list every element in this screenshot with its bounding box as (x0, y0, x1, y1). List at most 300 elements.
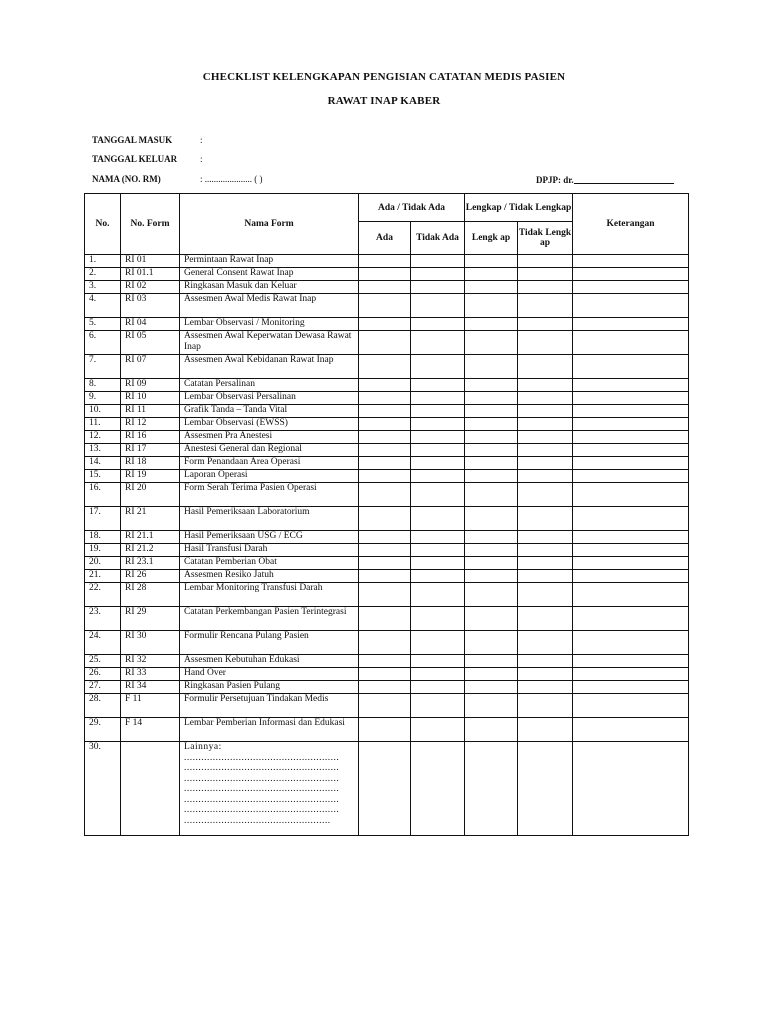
keterangan-cell[interactable] (573, 331, 689, 355)
check-tidak-lengkap-cell[interactable] (518, 294, 573, 318)
row-number: 1. (85, 255, 121, 268)
check-lengkap-cell[interactable] (465, 318, 518, 331)
row-code: RI 01 (121, 255, 180, 268)
table-row (85, 655, 689, 668)
check-tidak-lengkap-cell[interactable] (518, 405, 573, 418)
row-number: 17. (85, 507, 121, 531)
check-tidak-lengkap-cell[interactable] (518, 557, 573, 570)
check-tidak-lengkap-cell[interactable] (518, 583, 573, 607)
table-row (85, 681, 689, 694)
row-number: 13. (85, 444, 121, 457)
check-tidak-ada-cell[interactable] (411, 544, 465, 557)
check-ada-cell[interactable] (359, 318, 411, 331)
row-form-name: Lembar Observasi (EWSS) (180, 418, 359, 431)
row-form-name: Lembar Observasi / Monitoring (180, 318, 359, 331)
row-lainnya-cell (180, 742, 359, 836)
row-form-name: Anestesi General dan Regional (180, 444, 359, 457)
row-form-name: Catatan Persalinan (180, 379, 359, 392)
check-ada-cell[interactable] (359, 418, 411, 431)
tanggal-masuk-label: TANGGAL MASUK (92, 135, 173, 145)
check-ada-cell[interactable] (359, 483, 411, 507)
keterangan-cell[interactable] (573, 444, 689, 457)
row-form-name: Assesmen Awal Keperwatan Dewasa Rawat Inap (180, 331, 359, 355)
keterangan-cell[interactable] (573, 668, 689, 681)
row-code: RI 21.2 (121, 544, 180, 557)
header-keterangan: Keterangan (573, 194, 689, 255)
keterangan-cell[interactable] (573, 431, 689, 444)
header-no: No. (85, 194, 121, 255)
check-tidak-lengkap-cell[interactable] (518, 718, 573, 742)
table-row (85, 457, 689, 470)
row-code: RI 03 (121, 294, 180, 318)
check-ada-cell[interactable] (359, 331, 411, 355)
row-number: 30. (85, 742, 121, 836)
check-lengkap-cell[interactable] (465, 531, 518, 544)
check-lengkap-cell[interactable] (465, 431, 518, 444)
check-tidak-ada-cell[interactable] (411, 294, 465, 318)
keterangan-cell[interactable] (573, 570, 689, 583)
check-tidak-lengkap-cell[interactable] (518, 379, 573, 392)
table-row (85, 470, 689, 483)
row-number: 5. (85, 318, 121, 331)
check-lengkap-cell[interactable] (465, 444, 518, 457)
check-lengkap-cell[interactable] (465, 583, 518, 607)
row-form-name: Grafik Tanda – Tanda Vital (180, 405, 359, 418)
row-form-name: Assesmen Kebutuhan Edukasi (180, 655, 359, 668)
keterangan-cell[interactable] (573, 742, 689, 836)
check-tidak-ada-cell[interactable] (411, 655, 465, 668)
row-form-name: Lembar Pemberian Informasi dan Edukasi (180, 718, 359, 742)
row-form-name: Ringkasan Pasien Pulang (180, 681, 359, 694)
check-ada-cell[interactable] (359, 557, 411, 570)
check-tidak-lengkap-cell[interactable] (518, 531, 573, 544)
row-code: RI 19 (121, 470, 180, 483)
row-code: RI 10 (121, 392, 180, 405)
keterangan-cell[interactable] (573, 318, 689, 331)
check-lengkap-cell[interactable] (465, 570, 518, 583)
keterangan-cell[interactable] (573, 718, 689, 742)
keterangan-cell[interactable] (573, 544, 689, 557)
row-form-name: Assesmen Awal Kebidanan Rawat Inap (180, 355, 359, 379)
row-number: 8. (85, 379, 121, 392)
table-row (85, 544, 689, 557)
check-tidak-ada-cell[interactable] (411, 431, 465, 444)
check-tidak-lengkap-cell[interactable] (518, 457, 573, 470)
check-ada-cell[interactable] (359, 570, 411, 583)
check-tidak-lengkap-cell[interactable] (518, 507, 573, 531)
table-row (85, 379, 689, 392)
check-tidak-ada-cell[interactable] (411, 331, 465, 355)
table-row (85, 507, 689, 531)
table-row (85, 718, 689, 742)
keterangan-cell[interactable] (573, 681, 689, 694)
check-tidak-lengkap-cell[interactable] (518, 655, 573, 668)
row-number: 15. (85, 470, 121, 483)
check-tidak-ada-cell[interactable] (411, 268, 465, 281)
keterangan-cell[interactable] (573, 470, 689, 483)
dpjp-field (536, 174, 674, 185)
check-tidak-lengkap-cell[interactable] (518, 318, 573, 331)
check-tidak-ada-cell[interactable] (411, 355, 465, 379)
check-ada-cell[interactable] (359, 507, 411, 531)
table-row (85, 392, 689, 405)
check-tidak-ada-cell[interactable] (411, 507, 465, 531)
table-row (85, 431, 689, 444)
row-code: RI 23.1 (121, 557, 180, 570)
table-row (85, 318, 689, 331)
table-row (85, 255, 689, 268)
lainnya-dotline: ...................................................... (184, 794, 340, 805)
checklist-table (84, 193, 689, 836)
check-tidak-ada-cell[interactable] (411, 570, 465, 583)
document-subtitle: RAWAT INAP KABER (327, 95, 441, 107)
check-tidak-lengkap-cell[interactable] (518, 483, 573, 507)
row-form-name: Laporan Operasi (180, 470, 359, 483)
check-tidak-lengkap-cell[interactable] (518, 742, 573, 836)
nama-label: NAMA (NO. RM) (92, 174, 161, 184)
check-lengkap-cell[interactable] (465, 405, 518, 418)
row-number: 29. (85, 718, 121, 742)
keterangan-cell[interactable] (573, 583, 689, 607)
header-tidak-lengkap: Tidak Lengk ap (518, 222, 573, 255)
table-row (85, 570, 689, 583)
row-number: 19. (85, 544, 121, 557)
lainnya-dotline: ...................................................... (184, 763, 340, 773)
row-code: RI 16 (121, 431, 180, 444)
keterangan-cell[interactable] (573, 294, 689, 318)
check-tidak-ada-cell[interactable] (411, 742, 465, 836)
table-row (85, 418, 689, 431)
check-ada-cell[interactable] (359, 742, 411, 836)
row-number: 3. (85, 281, 121, 294)
row-form-name: Form Penandaan Area Operasi (180, 457, 359, 470)
check-ada-cell[interactable] (359, 392, 411, 405)
tanggal-keluar-label: TANGGAL KELUAR (92, 154, 178, 164)
row-number: 18. (85, 531, 121, 544)
lainnya-dotline: ...................................................... (184, 784, 340, 794)
row-number: 12. (85, 431, 121, 444)
check-ada-cell[interactable] (359, 255, 411, 268)
row-number: 25. (85, 655, 121, 668)
check-lengkap-cell[interactable] (465, 418, 518, 431)
check-lengkap-cell[interactable] (465, 457, 518, 470)
check-ada-cell[interactable] (359, 444, 411, 457)
row-form-name: Assesmen Resiko Jatuh (180, 570, 359, 583)
row-number: 7. (85, 355, 121, 379)
table-row (85, 268, 689, 281)
check-lengkap-cell[interactable] (465, 483, 518, 507)
check-tidak-ada-cell[interactable] (411, 694, 465, 718)
check-tidak-ada-cell[interactable] (411, 470, 465, 483)
check-lengkap-cell[interactable] (465, 268, 518, 281)
keterangan-cell[interactable] (573, 607, 689, 631)
check-tidak-ada-cell[interactable] (411, 379, 465, 392)
table-row (85, 557, 689, 570)
row-code: RI 09 (121, 379, 180, 392)
dpjp-label: DPJP: dr. (536, 175, 574, 185)
check-tidak-lengkap-cell[interactable] (518, 444, 573, 457)
row-code: RI 11 (121, 405, 180, 418)
check-ada-cell[interactable] (359, 379, 411, 392)
check-tidak-ada-cell[interactable] (411, 583, 465, 607)
row-form-name: General Consent Rawat Inap (180, 268, 359, 281)
check-tidak-ada-cell[interactable] (411, 318, 465, 331)
table-row (85, 355, 689, 379)
check-lengkap-cell[interactable] (465, 718, 518, 742)
row-number: 9. (85, 392, 121, 405)
lainnya-dotline: ...................................................... (184, 805, 340, 815)
check-lengkap-cell[interactable] (465, 694, 518, 718)
check-lengkap-cell[interactable] (465, 507, 518, 531)
check-ada-cell[interactable] (359, 631, 411, 655)
check-tidak-lengkap-cell[interactable] (518, 431, 573, 444)
keterangan-cell[interactable] (573, 655, 689, 668)
row-code: F 14 (121, 718, 180, 742)
keterangan-cell[interactable] (573, 355, 689, 379)
header-tidak-ada: Tidak Ada (411, 222, 465, 255)
keterangan-cell[interactable] (573, 405, 689, 418)
check-lengkap-cell[interactable] (465, 355, 518, 379)
check-tidak-lengkap-cell[interactable] (518, 331, 573, 355)
header-ada-tidak-ada: Ada / Tidak Ada (359, 194, 465, 222)
check-tidak-lengkap-cell[interactable] (518, 668, 573, 681)
row-code: RI 26 (121, 570, 180, 583)
keterangan-cell[interactable] (573, 392, 689, 405)
check-tidak-ada-cell[interactable] (411, 681, 465, 694)
row-form-name: Lembar Monitoring Transfusi Darah (180, 583, 359, 607)
tanggal-masuk-colon: : (200, 135, 203, 145)
check-tidak-ada-cell[interactable] (411, 557, 465, 570)
table-row (85, 583, 689, 607)
check-lengkap-cell[interactable] (465, 655, 518, 668)
row-code: RI 33 (121, 668, 180, 681)
row-number: 11. (85, 418, 121, 431)
row-number: 23. (85, 607, 121, 631)
check-lengkap-cell[interactable] (465, 294, 518, 318)
row-form-name: Formulir Persetujuan Tindakan Medis (180, 694, 359, 718)
keterangan-cell[interactable] (573, 557, 689, 570)
keterangan-cell[interactable] (573, 507, 689, 531)
row-form-name: Ringkasan Masuk dan Keluar (180, 281, 359, 294)
keterangan-cell[interactable] (573, 531, 689, 544)
check-lengkap-cell[interactable] (465, 331, 518, 355)
check-ada-cell[interactable] (359, 531, 411, 544)
check-tidak-lengkap-cell[interactable] (518, 544, 573, 557)
check-ada-cell[interactable] (359, 694, 411, 718)
check-tidak-lengkap-cell[interactable] (518, 355, 573, 379)
row-form-name: Assesmen Pra Anestesi (180, 431, 359, 444)
row-number: 21. (85, 570, 121, 583)
row-form-name: Form Serah Terima Pasien Operasi (180, 483, 359, 507)
check-lengkap-cell[interactable] (465, 255, 518, 268)
check-tidak-lengkap-cell[interactable] (518, 392, 573, 405)
row-code: RI 21 (121, 507, 180, 531)
row-number: 2. (85, 268, 121, 281)
tanggal-keluar-field (92, 154, 203, 164)
table-row (85, 331, 689, 355)
check-ada-cell[interactable] (359, 681, 411, 694)
row-number: 4. (85, 294, 121, 318)
check-ada-cell[interactable] (359, 607, 411, 631)
keterangan-cell[interactable] (573, 694, 689, 718)
row-form-name: Permintaan Rawat Inap (180, 255, 359, 268)
row-number: 22. (85, 583, 121, 607)
check-lengkap-cell[interactable] (465, 557, 518, 570)
checklist-rows (85, 255, 689, 836)
keterangan-cell[interactable] (573, 418, 689, 431)
row-code: RI 28 (121, 583, 180, 607)
check-lengkap-cell[interactable] (465, 681, 518, 694)
check-lengkap-cell[interactable] (465, 742, 518, 836)
header-nama-form: Nama Form (180, 194, 359, 255)
check-tidak-ada-cell[interactable] (411, 405, 465, 418)
check-ada-cell[interactable] (359, 544, 411, 557)
check-ada-cell[interactable] (359, 470, 411, 483)
check-tidak-lengkap-cell[interactable] (518, 418, 573, 431)
check-ada-cell[interactable] (359, 668, 411, 681)
row-code: RI 17 (121, 444, 180, 457)
header-lengkap: Lengk ap (465, 222, 518, 255)
row-code: RI 01.1 (121, 268, 180, 281)
check-tidak-lengkap-cell[interactable] (518, 607, 573, 631)
row-number: 20. (85, 557, 121, 570)
keterangan-cell[interactable] (573, 457, 689, 470)
check-tidak-ada-cell[interactable] (411, 531, 465, 544)
table-row (85, 694, 689, 718)
row-form-name: Hasil Pemeriksaan Laboratorium (180, 507, 359, 531)
check-ada-cell[interactable] (359, 431, 411, 444)
header-no-form: No. Form (121, 194, 180, 255)
check-lengkap-cell[interactable] (465, 544, 518, 557)
table-row (85, 607, 689, 631)
check-tidak-lengkap-cell[interactable] (518, 570, 573, 583)
check-tidak-lengkap-cell[interactable] (518, 281, 573, 294)
check-tidak-lengkap-cell[interactable] (518, 681, 573, 694)
lainnya-dotline: ...................................................... (184, 773, 340, 784)
lainnya-dotline: ................................................... (184, 815, 331, 826)
check-tidak-lengkap-cell[interactable] (518, 694, 573, 718)
keterangan-cell[interactable] (573, 255, 689, 268)
row-number: 16. (85, 483, 121, 507)
table-row (85, 294, 689, 318)
check-lengkap-cell[interactable] (465, 607, 518, 631)
check-lengkap-cell[interactable] (465, 470, 518, 483)
check-tidak-lengkap-cell[interactable] (518, 470, 573, 483)
row-number: 27. (85, 681, 121, 694)
nama-field (92, 174, 263, 184)
row-number: 14. (85, 457, 121, 470)
check-lengkap-cell[interactable] (465, 281, 518, 294)
row-code: F 11 (121, 694, 180, 718)
row-number: 10. (85, 405, 121, 418)
table-row (85, 531, 689, 544)
check-tidak-ada-cell[interactable] (411, 281, 465, 294)
table-row (85, 668, 689, 681)
table-row (85, 444, 689, 457)
check-ada-cell[interactable] (359, 457, 411, 470)
table-row (85, 483, 689, 507)
tanggal-keluar-colon: : (200, 154, 203, 164)
row-code: RI 12 (121, 418, 180, 431)
check-lengkap-cell[interactable] (465, 392, 518, 405)
check-lengkap-cell[interactable] (465, 379, 518, 392)
tanggal-masuk-field (92, 135, 203, 145)
check-tidak-ada-cell[interactable] (411, 418, 465, 431)
check-ada-cell[interactable] (359, 281, 411, 294)
keterangan-cell[interactable] (573, 281, 689, 294)
check-lengkap-cell[interactable] (465, 668, 518, 681)
row-code: RI 30 (121, 631, 180, 655)
row-form-name: Hand Over (180, 668, 359, 681)
row-code: RI 04 (121, 318, 180, 331)
row-form-name: Catatan Perkembangan Pasien Terintegrasi (180, 607, 359, 631)
row-code: RI 20 (121, 483, 180, 507)
check-tidak-lengkap-cell[interactable] (518, 255, 573, 268)
check-ada-cell[interactable] (359, 583, 411, 607)
table-row-lainnya (85, 742, 689, 836)
check-tidak-ada-cell[interactable] (411, 255, 465, 268)
check-tidak-ada-cell[interactable] (411, 483, 465, 507)
row-code: RI 21.1 (121, 531, 180, 544)
lainnya-dotline: ...................................................... (184, 752, 340, 763)
check-tidak-ada-cell[interactable] (411, 607, 465, 631)
row-code: RI 05 (121, 331, 180, 355)
dpjp-blank-line (574, 174, 674, 184)
row-number: 24. (85, 631, 121, 655)
keterangan-cell[interactable] (573, 268, 689, 281)
check-ada-cell[interactable] (359, 268, 411, 281)
row-form-name: Lembar Observasi Persalinan (180, 392, 359, 405)
check-ada-cell[interactable] (359, 294, 411, 318)
row-form-name: Hasil Pemeriksaan USG / ECG (180, 531, 359, 544)
check-ada-cell[interactable] (359, 405, 411, 418)
row-number: 26. (85, 668, 121, 681)
check-tidak-ada-cell[interactable] (411, 631, 465, 655)
header-ada: Ada (359, 222, 411, 255)
check-ada-cell[interactable] (359, 355, 411, 379)
keterangan-cell[interactable] (573, 631, 689, 655)
check-lengkap-cell[interactable] (465, 631, 518, 655)
check-ada-cell[interactable] (359, 655, 411, 668)
table-row (85, 281, 689, 294)
check-tidak-ada-cell[interactable] (411, 457, 465, 470)
keterangan-cell[interactable] (573, 379, 689, 392)
row-code (121, 742, 180, 836)
check-tidak-lengkap-cell[interactable] (518, 631, 573, 655)
row-form-name: Assesmen Awal Medis Rawat Inap (180, 294, 359, 318)
check-tidak-ada-cell[interactable] (411, 668, 465, 681)
check-tidak-ada-cell[interactable] (411, 718, 465, 742)
table-row (85, 405, 689, 418)
document-title: CHECKLIST KELENGKAPAN PENGISIAN CATATAN MEDIS PASIEN (202, 71, 566, 83)
check-tidak-ada-cell[interactable] (411, 392, 465, 405)
row-code: RI 07 (121, 355, 180, 379)
row-code: RI 02 (121, 281, 180, 294)
row-code: RI 29 (121, 607, 180, 631)
check-tidak-ada-cell[interactable] (411, 444, 465, 457)
keterangan-cell[interactable] (573, 483, 689, 507)
check-tidak-lengkap-cell[interactable] (518, 268, 573, 281)
row-code: RI 18 (121, 457, 180, 470)
row-form-name: Catatan Pemberian Obat (180, 557, 359, 570)
nama-value: : ..................... ( ) (200, 174, 263, 184)
lainnya-label: Lainnya: (184, 742, 222, 752)
row-number: 28. (85, 694, 121, 718)
header-lengkap-tidak-lengkap: Lengkap / Tidak Lengkap (465, 194, 573, 222)
row-form-name: Formulir Rencana Pulang Pasien (180, 631, 359, 655)
row-code: RI 32 (121, 655, 180, 668)
check-ada-cell[interactable] (359, 718, 411, 742)
